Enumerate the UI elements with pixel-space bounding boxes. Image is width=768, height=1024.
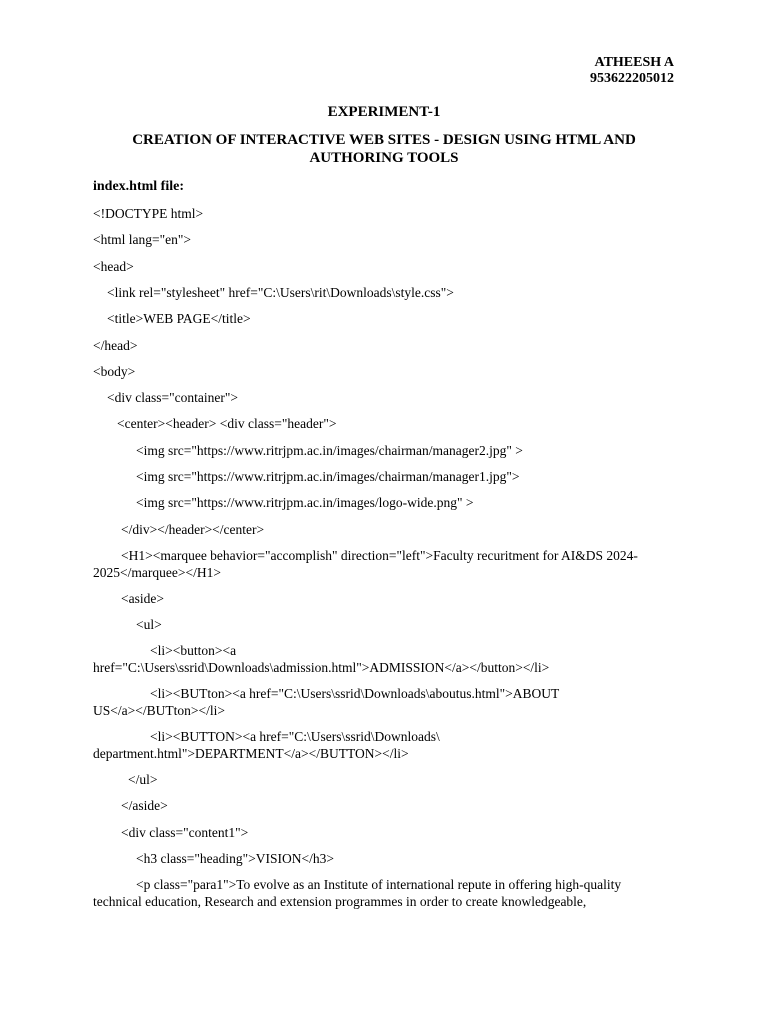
- code-line: </aside>: [121, 798, 168, 813]
- code-line: </div></header></center>: [121, 522, 265, 537]
- code-line: <li><BUTton><a href="C:\Users\ssrid\Downloads\aboutus.html">ABOUT: [150, 686, 560, 701]
- code-line: <html lang="en">: [93, 232, 191, 247]
- code-line: href="C:\Users\ssrid\Downloads\admission.html">ADMISSION</a></button></li>: [93, 660, 550, 675]
- code-line: department.html">DEPARTMENT</a></BUTTON></li>: [93, 746, 409, 761]
- code-line: technical education, Research and extension programmes in order to create knowledgeable,: [93, 894, 587, 909]
- author-block: [590, 55, 674, 87]
- code-line: <h3 class="heading">VISION</h3>: [136, 851, 334, 866]
- code-line: <!DOCTYPE html>: [93, 206, 204, 221]
- code-line: <li><BUTTON><a href="C:\Users\ssrid\Downloads\: [150, 729, 440, 744]
- code-line: US</a></BUTton></li>: [93, 703, 225, 718]
- code-line: <H1><marquee behavior="accomplish" direction="left">Faculty recuritment for AI&DS 2024-: [121, 548, 638, 563]
- code-line: <body>: [93, 364, 136, 379]
- code-line: <img src="https://www.ritrjpm.ac.in/images/chairman/manager2.jpg" >: [136, 443, 523, 458]
- code-line: <ul>: [136, 617, 162, 632]
- code-line: <div class="content1">: [121, 825, 249, 840]
- code-line: 2025</marquee></H1>: [93, 565, 221, 580]
- code-line: <link rel="stylesheet" href="C:\Users\rit\Downloads\style.css">: [107, 285, 454, 300]
- code-line: <p class="para1">To evolve as an Institute of international repute in offering high-quality: [136, 877, 622, 892]
- code-line: </head>: [93, 338, 138, 353]
- code-line: <head>: [93, 259, 134, 274]
- code-line: <title>WEB PAGE</title>: [107, 311, 251, 326]
- experiment-heading: EXPERIMENT-1: [327, 104, 441, 120]
- experiment-title: CREATION OF INTERACTIVE WEB SITES - DESIGN USING HTML AND AUTHORING TOOLS: [132, 132, 636, 166]
- code-line: <div class="container">: [107, 390, 238, 405]
- code-line: </ul>: [128, 772, 158, 787]
- code-line: <li><button><a: [150, 643, 237, 658]
- code-line: <img src="https://www.ritrjpm.ac.in/images/chairman/manager1.jpg">: [136, 469, 520, 484]
- author-name: ATHEESH A: [594, 55, 674, 70]
- register-number: 953622205012: [590, 71, 674, 86]
- code-line: <img src="https://www.ritrjpm.ac.in/images/logo-wide.png" >: [136, 495, 474, 510]
- code-line: <aside>: [121, 591, 164, 606]
- file-label: index.html file:: [93, 179, 184, 194]
- code-line: <center><header> <div class="header">: [117, 416, 337, 431]
